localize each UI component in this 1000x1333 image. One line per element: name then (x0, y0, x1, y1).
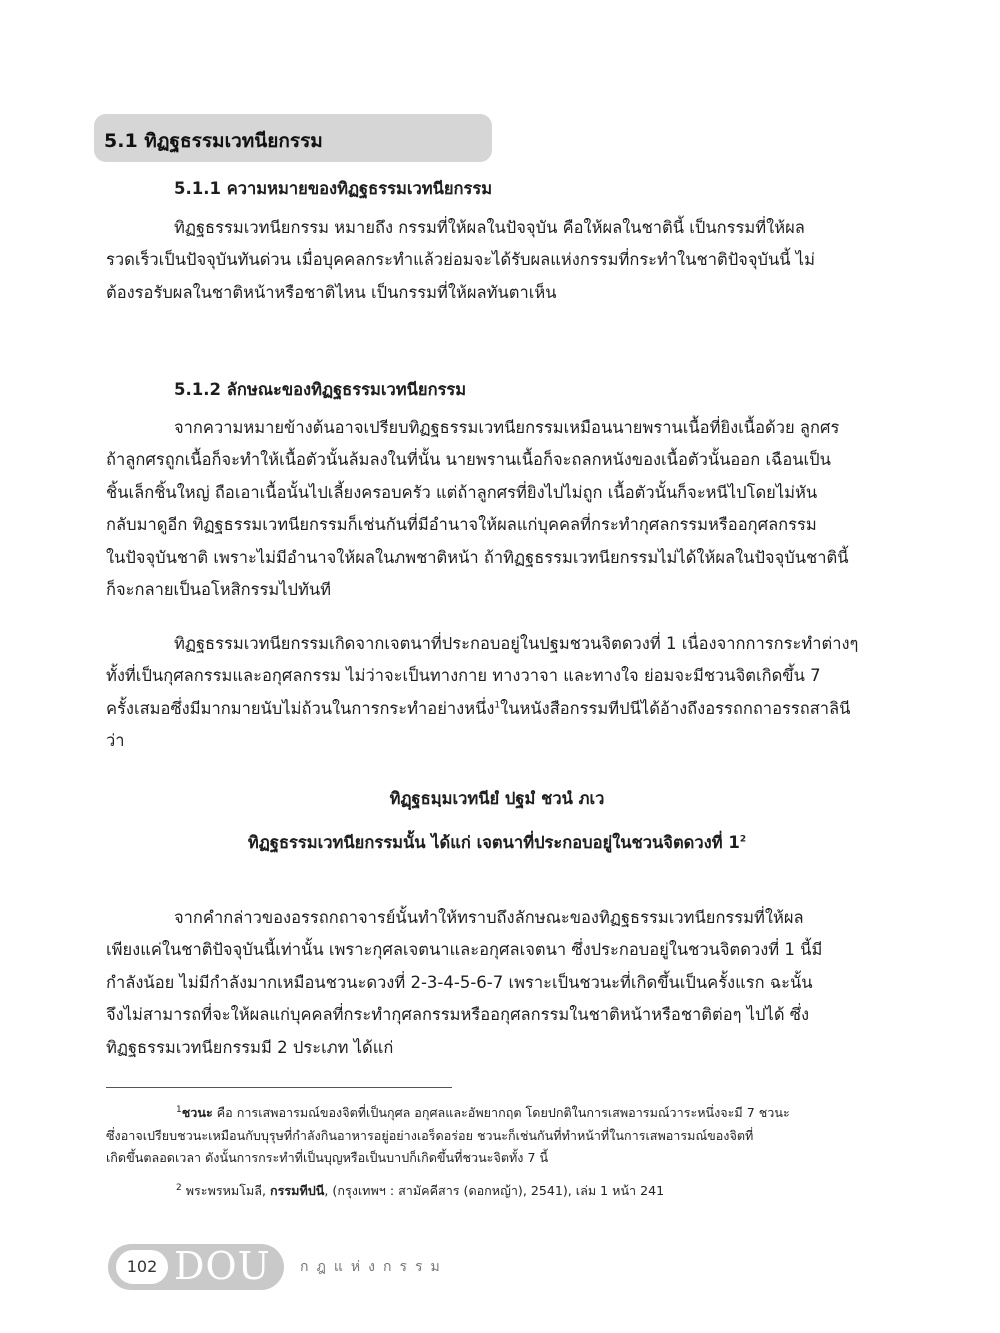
paragraph-characteristics-1 (106, 412, 888, 606)
footnote-2 (106, 1180, 906, 1203)
footnote-number: 2 (176, 1182, 182, 1193)
paragraph-characteristics-2 (106, 628, 888, 758)
footnote-1 (106, 1102, 906, 1170)
quote-pali: ทิฏฺฐธมฺมเวทนียํ ปฐมํ ชวนํ ภเว (389, 789, 605, 808)
footnote-number: 1 (176, 1104, 182, 1115)
page-number: 102 (116, 1250, 168, 1284)
text-line: ถ้าลูกศรถูกเนื้อก็จะทำให้เนื้อตัวนั้นล้มลงในที่นั้น นายพรานเนื้อก็จะถลกหนังของเนื้อตัวนั้นออก เฉือนเป็น (106, 450, 831, 470)
text-line: กลับมาดูอีก ทิฏฐธรรมเวทนียกรรมก็เช่นกันที่มีอำนาจให้ผลแก่บุคคลที่กระทำกุศลกรรมหรืออกุศลกรรม (106, 515, 817, 535)
footnote-text: คือ การเสพอารมณ์ของจิตที่เป็นกุศล อกุศลและอัพยากฤต โดยปกติในการเสพอารมณ์วาระหนึ่งจะมี 7 ชวนะ (212, 1105, 790, 1120)
dou-logo: DOU (174, 1244, 271, 1288)
text-line: ชิ้นเล็กชิ้นใหญ่ ถือเอาเนื้อนั้นไปเลี้ยงครอบครัว แต่ถ้าลูกศรที่ยิงไปไม่ถูก เนื้อตัวนั้นก็จะหนีไปโดยไม่หัน (106, 482, 818, 502)
text-line: ทั้งที่เป็นกุศลกรรมและอกุศลกรรม ไม่ว่าจะเป็นทางกาย ทางวาจา และทางใจ ย่อมจะมีชวนจิตเกิดขึ้น 7 (106, 666, 821, 686)
text-line: ก็จะกลายเป็นอโหสิกรรมไปทันที (106, 580, 332, 600)
text-line: เพียงแค่ในชาติปัจจุบันนี้เท่านั้น เพราะกุศลเจตนาและอกุศลเจตนา ซึ่งประกอบอยู่ในชวนจิตดวงที่ 1 นี้มี (106, 940, 823, 960)
text-segment: ครั้งเสมอซึ่งมีมากมายนับไม่ถ้วนในการกระทำอย่างหนึ่ง (106, 698, 495, 718)
text-line: ในปัจจุบันชาติ เพราะไม่มีอำนาจให้ผลในภพชาติหน้า ถ้าทิฏฐธรรมเวทนียกรรมไม่ได้ให้ผลในปัจจุบันชาตินี้ (106, 547, 849, 567)
text-line: ทิฏฐธรรมเวทนียกรรมมี 2 ประเภท ได้แก่ (106, 1037, 394, 1057)
text-line: จากคำกล่าวของอรรถกถาจารย์นั้นทำให้ทราบถึงลักษณะของทิฏฐธรรมเวทนียกรรมที่ให้ผล (174, 908, 804, 927)
footnote-book-title: กรรมทีปนี (270, 1183, 325, 1198)
subsection-heading-5-1-2: 5.1.2 ลักษณะของทิฏฐธรรมเวทนียกรรม (174, 380, 467, 399)
text-segment: ในหนังสือกรรมทีปนีได้อ้างถึงอรรถกถาอรรถสาลินี (500, 698, 851, 718)
quote-thai-text: ทิฏฐธรรมเวทนียกรรมนั้น ได้แก่ เจตนาที่ประกอบอยู่ในชวนจิตดวงที่ 1 (247, 833, 740, 852)
text-line: ทิฏฐธรรมเวทนียกรรมเกิดจากเจตนาที่ประกอบอยู่ในปฐมชวนจิตดวงที่ 1 เนื่องจากการกระทำต่างๆ (174, 634, 859, 653)
book-title: กฎแห่งกรรม (300, 1259, 448, 1275)
text-line: ต้องรอรับผลในชาติหน้าหรือชาติไหน เป็นกรรมที่ให้ผลทันตาเห็น (106, 282, 557, 302)
quote-thai (106, 830, 888, 856)
footnote-line: เกิดขึ้นตลอดเวลา ดังนั้นการกระทำที่เป็นบุญหรือเป็นบาปก็เกิดขึ้นที่ชวนะจิตทั้ง 7 นี้ (106, 1150, 549, 1165)
footnote-text: , (กรุงเทพฯ : สามัคคีสาร (ดอกหญ้า), 2541), เล่ม 1 หน้า 241 (324, 1183, 665, 1198)
footnote-ref-1[interactable]: 1 (494, 700, 501, 711)
paragraph-conclusion (106, 902, 888, 1064)
section-title: 5.1 ทิฏฐธรรมเวทนียกรรม (104, 130, 323, 152)
text-line: ทิฏฐธรรมเวทนียกรรม หมายถึง กรรมที่ให้ผลในปัจจุบัน คือให้ผลในชาตินี้ เป็นกรรมที่ให้ผล (174, 218, 805, 237)
footnote-text: พระพรหมโมลี, (181, 1183, 271, 1198)
text-line: จากความหมายข้างต้นอาจเปรียบทิฏฐธรรมเวทนียกรรมเหมือนนายพรานเนื้อที่ยิงเนื้อด้วย ลูกศร (174, 418, 840, 437)
text-line: จึงไม่สามารถที่จะให้ผลแก่บุคคลที่กระทำกุศลกรรมหรืออกุศลกรรมในชาติหน้าหรือชาติต่อๆ ไปได้ ซึ่ง (106, 1005, 810, 1025)
paragraph-definition (106, 212, 888, 309)
text-line (106, 693, 888, 725)
footnote-ref-2[interactable]: 2 (739, 834, 747, 845)
text-line: รวดเร็วเป็นปัจจุบันทันด่วน เมื่อบุคคลกระทำแล้วย่อมจะได้รับผลแห่งกรรมที่กระทำในชาติปัจจุบันนี้ ไม่ (106, 250, 815, 270)
footnote-line (106, 1102, 906, 1125)
text-line: ว่า (106, 731, 125, 751)
footnote-divider (106, 1087, 452, 1088)
footnote-line: ซึ่งอาจเปรียบชวนะเหมือนกับบุรุษที่กำลังกินอาหารอยู่อย่างเอร็ดอร่อย ชวนะก็เช่นกันที่ทำหน้าที่ในการเสพอารมณ์ของจิตที่ (106, 1127, 754, 1143)
subsection-heading-5-1-1: 5.1.1 ความหมายของทิฏฐธรรมเวทนียกรรม (174, 179, 493, 198)
text-line: กำลังน้อย ไม่มีกำลังมากเหมือนชวนะดวงที่ 2-3-4-5-6-7 เพราะเป็นชวนะที่เกิดขึ้นเป็นครั้งแรก ฉะนั้น (106, 972, 813, 992)
footnote-term: ชวนะ (181, 1105, 213, 1120)
footnote-line (106, 1180, 906, 1203)
